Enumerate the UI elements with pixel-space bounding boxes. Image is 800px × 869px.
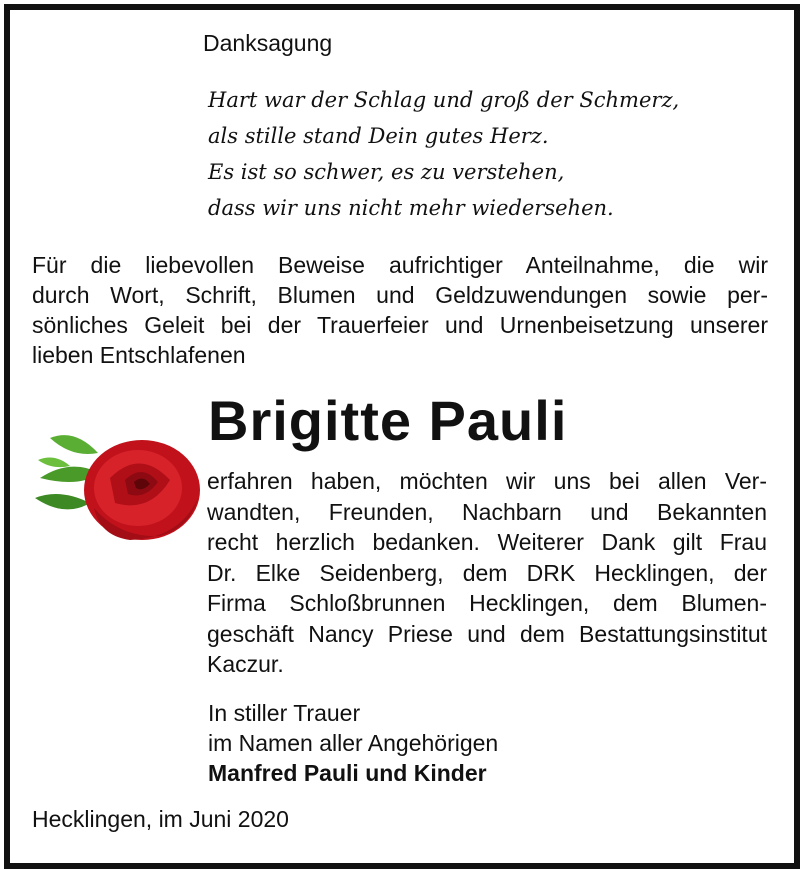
verse-line: Hart war der Schlag und groß der Schmerz, [208,88,680,112]
intro-line: durch Wort, Schrift, Blumen und Geldzuwendungen sowie per- [32,282,768,308]
thanks-line: recht herzlich bedanken. Weiterer Dank gilt Frau [207,529,767,555]
intro-paragraph [32,250,768,370]
intro-line: lieben Entschlafenen [32,342,246,368]
thanks-line: Dr. Elke Seidenberg, dem DRK Hecklingen, der [207,559,767,586]
thanks-line: Firma Schloßbrunnen Hecklingen, dem Blumen- [207,590,767,616]
place-date: Hecklingen, im Juni 2020 [32,806,289,832]
thanks-line: erfahren haben, möchten wir uns bei allen Ver- [207,468,767,494]
signature-line: im Namen aller Angehörigen [208,730,499,756]
intro-line: Für die liebevollen Beweise aufrichtiger Anteilnahme, die wir [32,252,768,278]
red-rose-icon [30,418,202,546]
intro-line: sönliches Geleit bei der Trauerfeier und Urnenbeisetzung unserer [32,312,768,338]
thanks-line: Kaczur. [207,651,284,677]
notice-heading: Danksagung [203,30,333,56]
verse-line: als stille stand Dein gutes Herz. [208,124,549,148]
deceased-name: Brigitte Pauli [208,389,568,452]
verse-line: Es ist so schwer, es zu verstehen, [208,160,565,184]
signature-names: Manfred Pauli und Kinder [208,760,487,786]
signature-line: In stiller Trauer [208,700,361,726]
thanks-paragraph [207,466,767,680]
thanks-line: wandten, Freunden, Nachbarn und Bekannten [207,498,767,525]
thanks-line: geschäft Nancy Priese und dem Bestattungsinstitut [207,620,767,647]
verse-line: dass wir uns nicht mehr wiedersehen. [208,196,614,220]
